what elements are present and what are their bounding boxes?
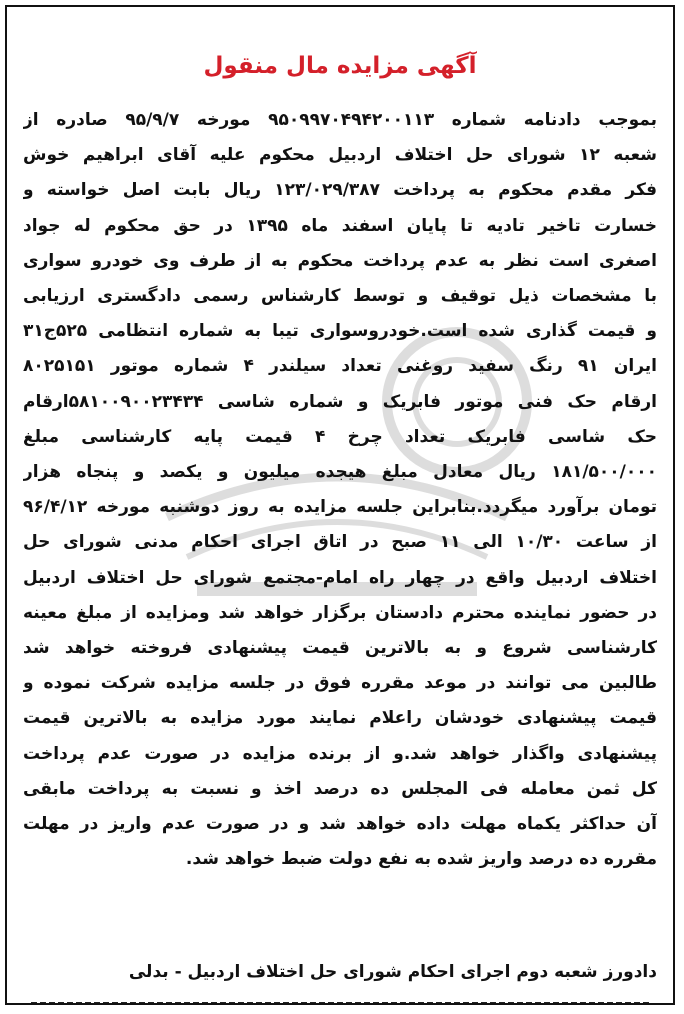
notice-line: ارقام حک فنی موتور فابریک و شماره شاسی ۵۸۱۰۰۹۰۰۲۳۴۳۴ارقام xyxy=(23,391,657,412)
notice-body xyxy=(23,103,657,877)
notice-line: ۱۸۱/۵۰۰/۰۰۰ ریال معادل مبلغ هیجده میلیون و یکصد و پنجاه هزار xyxy=(23,462,657,483)
notice-line: و قیمت گذاری شده است.خودروسواری تیبا به شماره انتظامی ۵۲۵ج۳۱ xyxy=(23,321,657,342)
notice-signature: دادورز شعبه دوم اجرای احکام شورای حل اختلاف اردبیل - بدلی xyxy=(128,962,657,982)
notice-line: اصغری است نظر به عدم پرداخت محکوم به از طرف وی خودرو سواری xyxy=(23,250,657,271)
notice-line: تومان برآورد میگردد.بنابراین جلسه مزایده به روز دوشنبه مورخه ۹۶/۴/۱۲ xyxy=(23,497,657,518)
notice-line: شعبه ۱۲ شورای حل اختلاف اردبیل محکوم علیه آقای ابراهیم خوش xyxy=(23,145,657,166)
notice-line: ایران ۹۱ رنگ سفید روغنی تعداد سیلندر ۴ شماره موتور ۸۰۲۵۱۵۱ xyxy=(23,356,657,377)
notice-title: آگهی مزایده مال منقول xyxy=(203,53,477,79)
notice-line: کارشناسی شروع و به بالاترین قیمت پیشنهادی فروخته خواهد شد xyxy=(23,638,657,659)
notice-frame xyxy=(5,5,675,1005)
notice-line: فکر مقدم محکوم به پرداخت ۱۲۳/۰۲۹/۳۸۷ ریال بابت اصل خواسته و xyxy=(23,180,657,201)
dashed-divider xyxy=(31,1002,649,1005)
notice-line: قیمت پیشنهادی خودشان راعلام نمایند مورد مزایده به بالاترین قیمت xyxy=(23,708,657,729)
notice-line: در حضور نماینده محترم دادستان برگزار خواهد شد ومزایده از مبلغ معینه xyxy=(23,602,657,623)
notice-line: پیشنهادی واگذار خواهد شد.و از برنده مزایده در صورت عدم پرداخت xyxy=(23,743,657,764)
notice-line: بموجب دادنامه شماره ۹۵۰۹۹۷۰۴۹۴۲۰۰۱۱۳ مورخه ۹۵/۹/۷ صادره از xyxy=(23,110,657,130)
notice-line: طالبین می توانند در موعد مقرره فوق در جلسه مزایده شرکت نموده و xyxy=(23,673,657,694)
notice-line: حک شاسی فابریک تعداد چرخ ۴ قیمت پایه کارشناسی مبلغ xyxy=(23,426,657,447)
notice-line: مقرره ده درصد واریز شده به نفع دولت ضبط خواهد شد. xyxy=(185,849,657,870)
notice-line: کل ثمن معامله فی المجلس ده درصد اخذ و نسبت به پرداخت مابقی xyxy=(23,778,657,799)
notice-line: آن حداکثر یکماه مهلت داده خواهد شد و در صورت عدم واریز در مهلت xyxy=(23,814,657,835)
notice-line: با مشخصات ذیل توقیف و توسط کارشناس رسمی دادگستری ارزیابی xyxy=(23,286,657,307)
notice-line: از ساعت ۱۰/۳۰ الی ۱۱ صبح در اتاق اجرای احکام مدنی شورای حل xyxy=(23,532,657,553)
notice-line: خسارت تاخیر تادیه تا پایان اسفند ماه ۱۳۹۵ در حق محکوم له جواد xyxy=(23,215,657,236)
notice-line: اختلاف اردبیل واقع در چهار راه امام-مجتمع شورای حل اختلاف اردبیل xyxy=(23,567,657,588)
